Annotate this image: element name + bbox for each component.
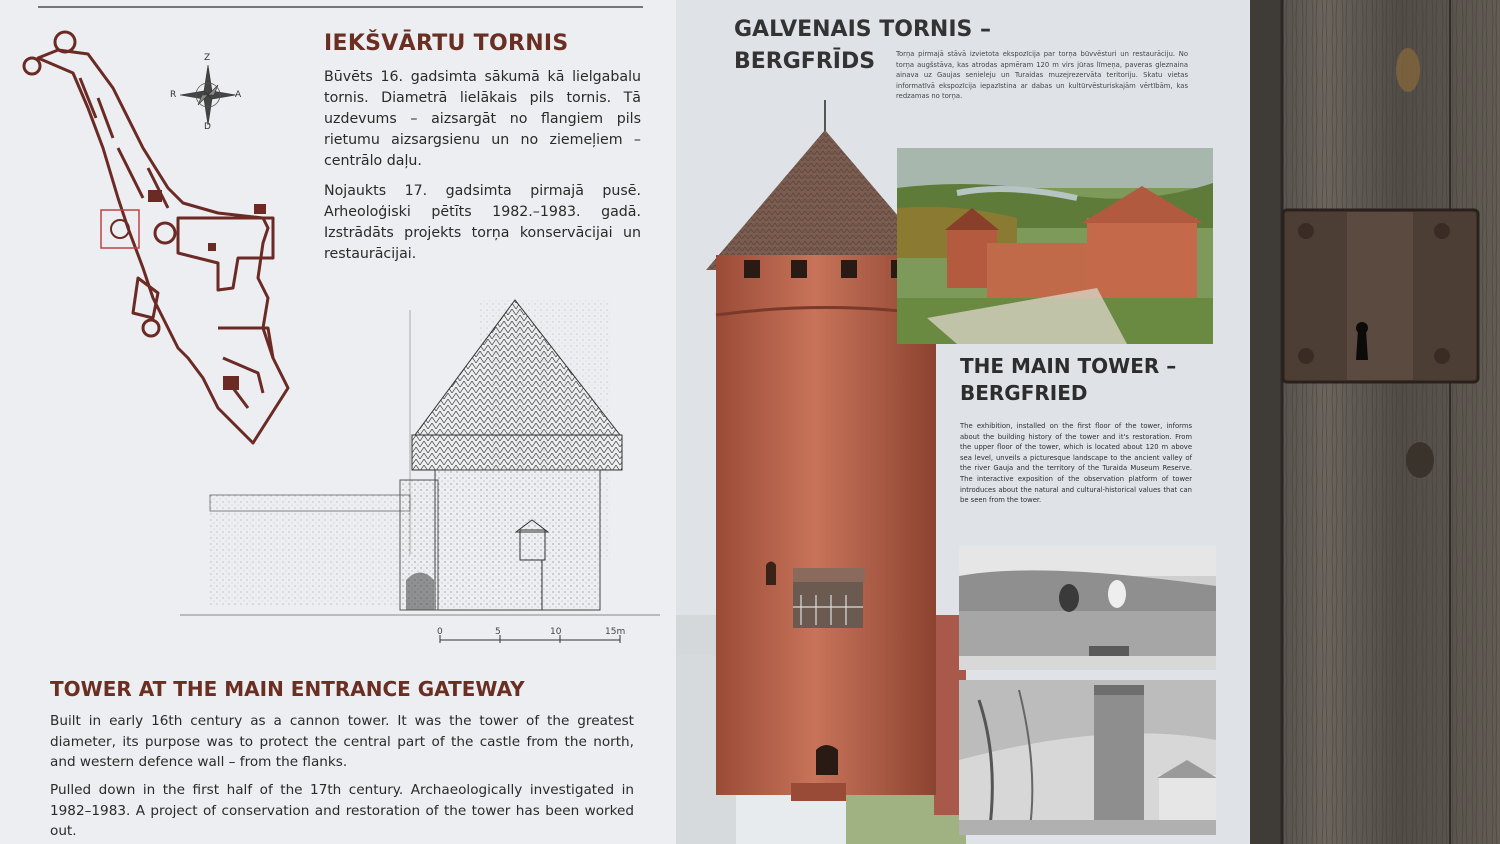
compass-west-label: R <box>170 90 177 100</box>
en-tower-title: TOWER AT THE MAIN ENTRANCE GATEWAY <box>50 677 525 701</box>
left-sign-panel <box>0 0 676 844</box>
lv-paragraph-1: Būvēts 16. gadsimta sākumā kā lielgabalu tornis. Diametrā lielākais pils tornis. Tā uzdevums – aizsargāt no flangiem pils rietumu aizsargsienu un no ziemeļiem – centrālo daļu. <box>324 69 641 169</box>
wooden-door-with-lock <box>1250 0 1500 844</box>
en-title-line1: THE MAIN TOWER – <box>960 354 1177 378</box>
compass-south-label: D <box>204 122 211 132</box>
scale-label-5: 5 <box>495 627 501 637</box>
middle-sign-panel <box>676 0 1250 844</box>
historic-photo-tower-ruin <box>959 680 1216 835</box>
lv-paragraph-2: Nojaukts 17. gadsimta pirmajā pusē. Arheoloģiski pētīts 1982.–1983. gadā. Izstrādāts projekts torņa konservācijai un restaurācijai. <box>324 183 641 262</box>
historic-photo-visitors <box>959 546 1216 670</box>
compass-east-label: A <box>235 90 242 100</box>
en-small-text: The exhibition, installed on the first floor of the tower, informs about the building history of the tower and it's restoration. From the upper floor of the tower, which is located about 120 m above sea level, unveils a picturesque landscape to the ancient valley of the river Gauja and the territory of the Turaida Museum Reserve. The interactive exposition of the observation platform of tower introduces about the natural and cultural-historical values that can be seen from the tower. <box>960 422 1192 505</box>
top-rule <box>38 6 643 8</box>
lv-tower-title: IEKŠVĀRTU TORNIS <box>324 31 569 56</box>
en-paragraph-1: Built in early 16th century as a cannon tower. It was the tower of the greatest diameter, its purpose was to protect the central part of the castle from the north, and western defence wall – from the flanks. <box>50 713 634 770</box>
scale-label-15m: 15m <box>605 627 626 637</box>
lv-title-line2: BERGFRĪDS <box>734 49 876 74</box>
castle-aerial-photo <box>897 148 1213 344</box>
en-paragraph-2: Pulled down in the first half of the 17th century. Archaeologically investigated in 1982–1983. A project of conservation and restoration of the tower has been worked out. <box>50 782 634 839</box>
en-main-tower-title <box>960 353 1176 407</box>
wooden-door-panel <box>1250 0 1500 844</box>
compass-north-label: Z <box>204 53 211 63</box>
en-title-line2: BERGFRIED <box>960 381 1088 405</box>
iron-lock-icon <box>1283 210 1478 382</box>
lv-small-text: Torņa pirmajā stāvā izvietota ekspozīcija par torņa būvvēsturi un restaurāciju. No torņa augšstāva, kas atrodas apmēram 120 m virs jūras līmeņa, paveras gleznaina ainava uz Gaujas senieleju un Turaidas muzejrezervāta teritoriju. Skatu vietas informatīvā ekspozīcija iepazīstina ar dabas un kultūrvēsturiskajām vērtībām, kas redzamas no torņa. <box>896 50 1188 101</box>
lv-title-line1: GALVENAIS TORNIS – <box>734 17 992 42</box>
tower-reconstruction-sketch <box>180 255 660 650</box>
scale-label-10: 10 <box>550 627 562 637</box>
scale-label-0: 0 <box>437 627 443 637</box>
